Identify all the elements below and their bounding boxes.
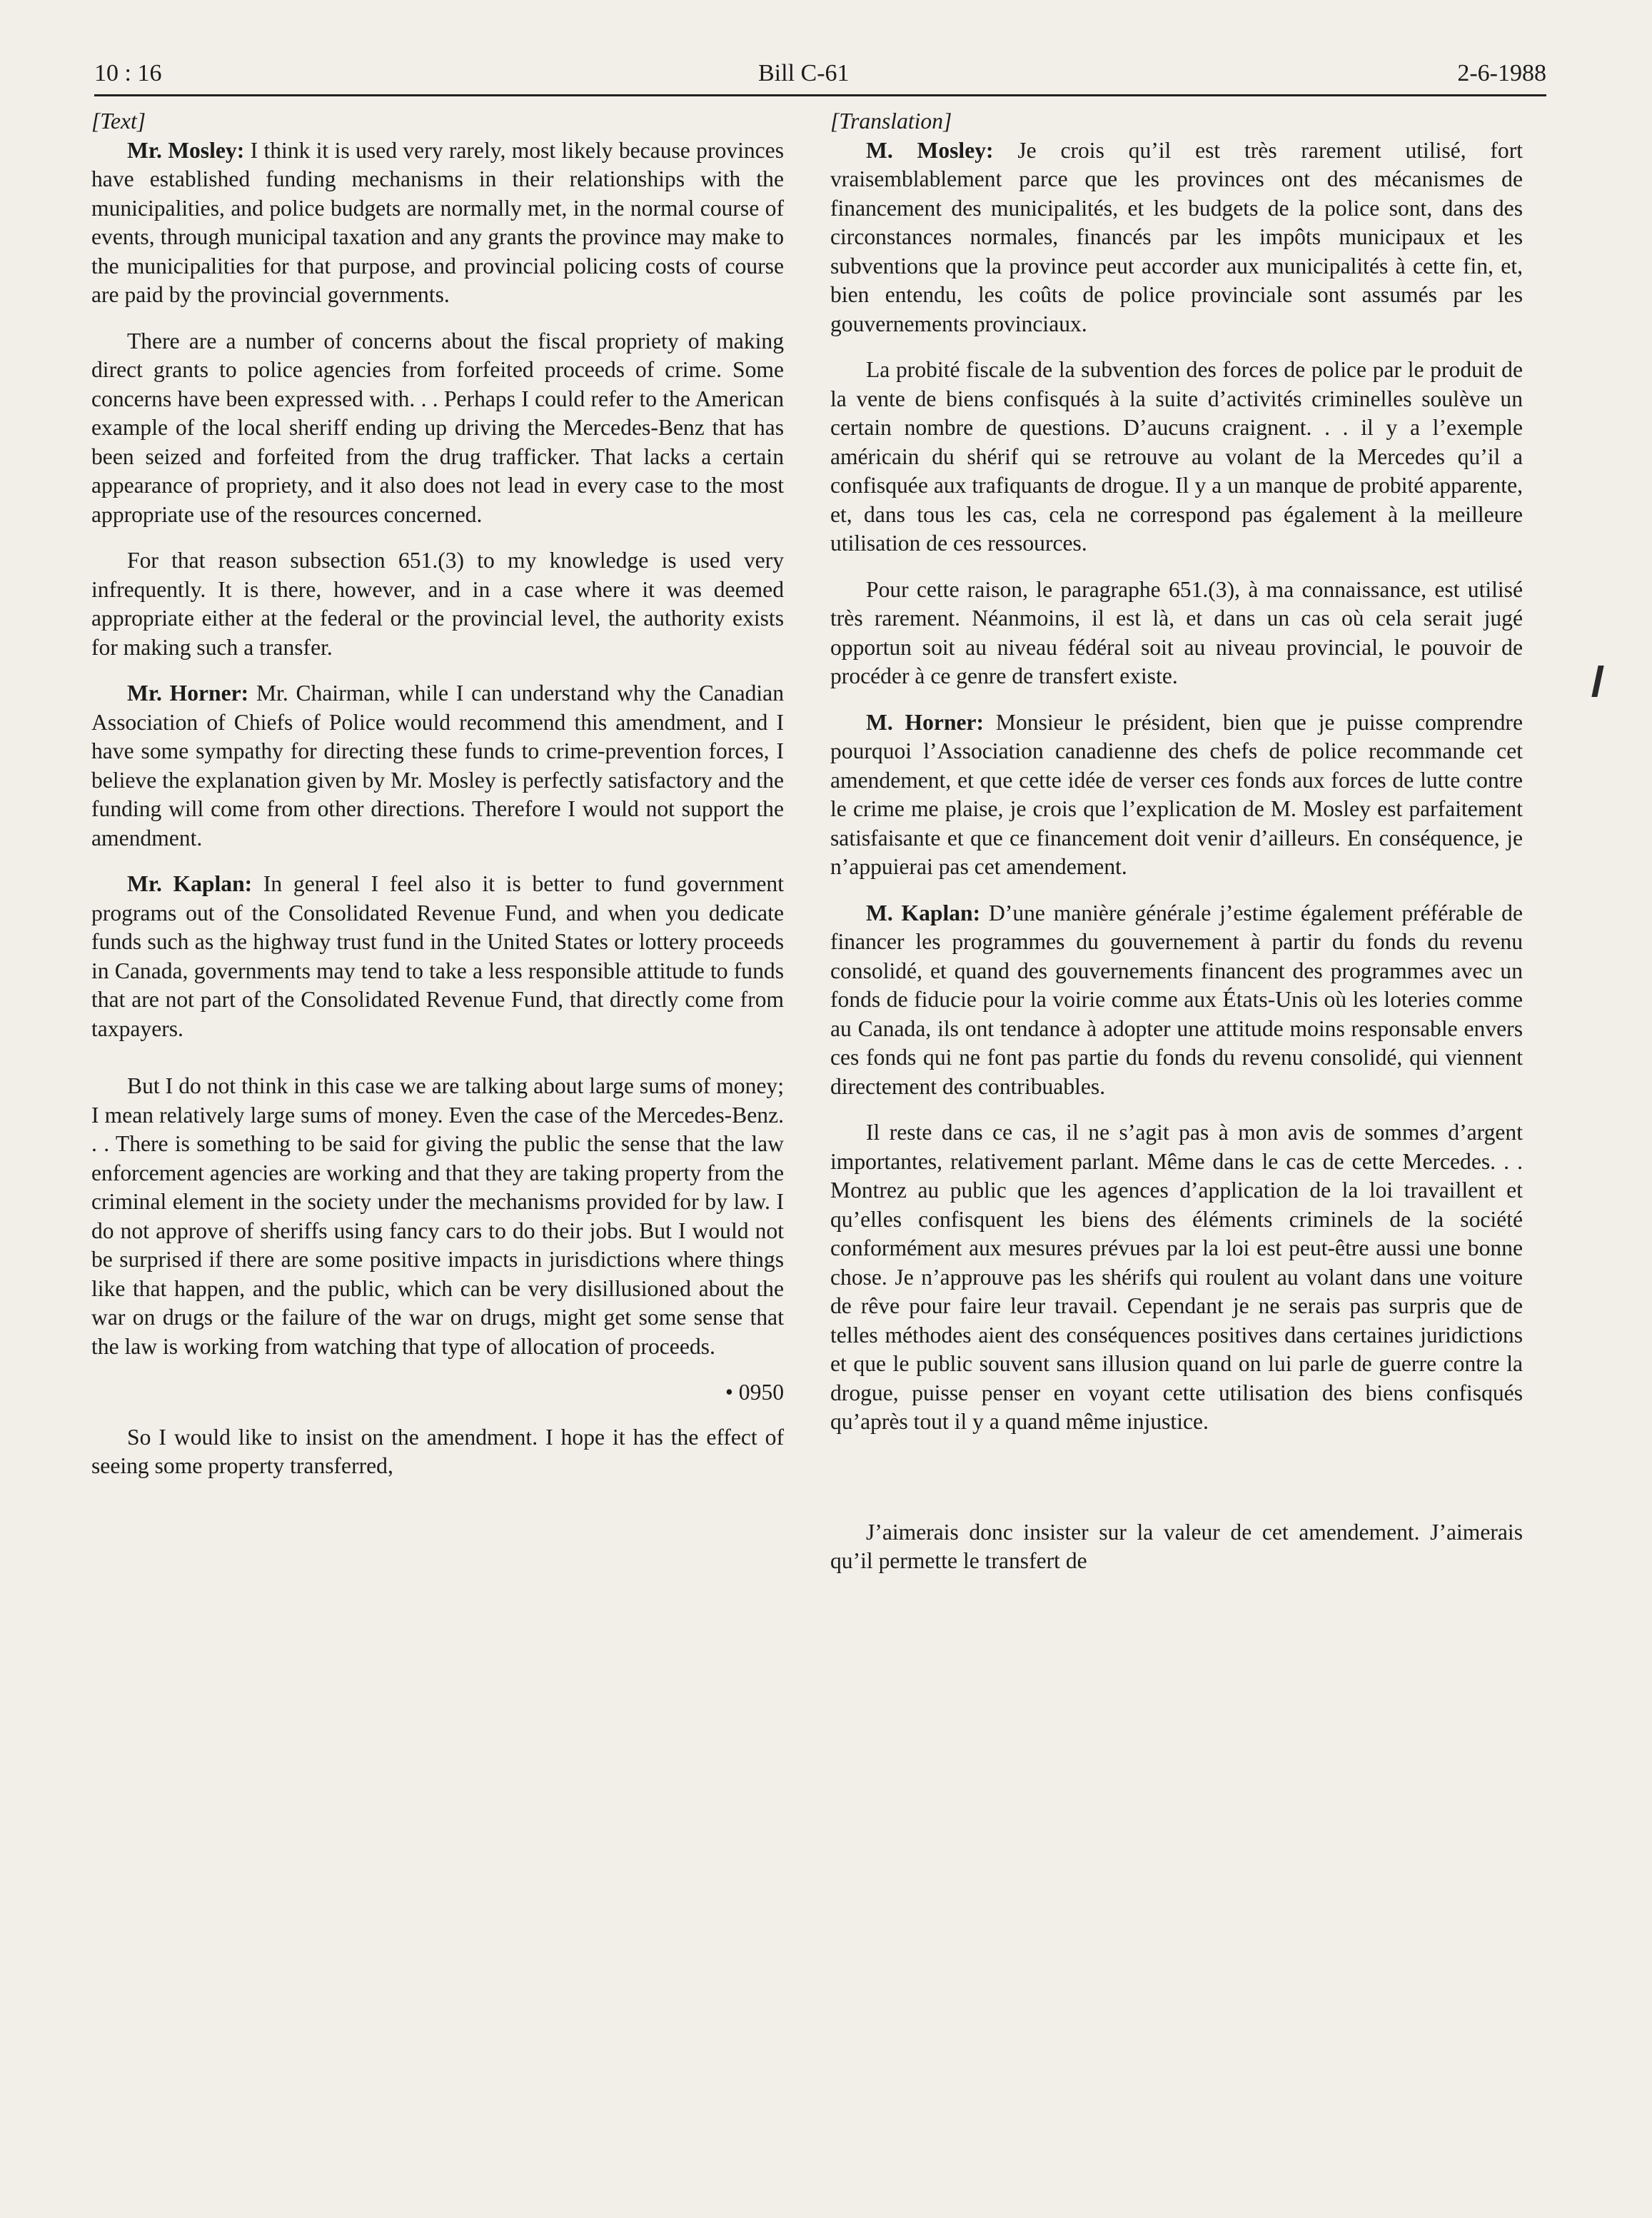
paragraph-probite-fr [830,356,1523,558]
paragraph-text: Pour cette raison, le paragraphe 651.(3), à ma connaissance, est utilisé très rarement. Néanmoins, il est là, et dans un cas où cela serait jugé opportun soit au niveau fédéral soit au niveau provincial, le pouvoir de procéder à ce genre de transfert existe. [830,576,1523,688]
paragraph-horner-en [91,679,784,853]
paragraph-text: Mr. Chairman, while I can understand why the Canadian Association of Chiefs of Police would recommend this amendment, and I have some sympathy for directing these funds to crime-prevention forces, I believe the explanation given by Mr. Mosley is perfectly satisfactory and the funding will come from other directions. Therefore I would not support the amendment. [91,681,785,850]
page-header [94,56,1546,96]
paragraph-text: Il reste dans ce cas, il ne s’agit pas à mon avis de sommes d’argent importantes, relativement parlant. Même dans le cas de cette Mercedes. . . Montrez au public que les agences d’application de la loi travaillent et qu’elles confisquent les biens des éléments criminels de la société conformément aux mesures prévues par la loi est peut-être aussi une bonne chose. Je n’approuve pas les shérifs qui roulent au volant dans une voiture de rêve pour faire leur travail. Cependant je ne serais pas surpris que de telles méthodes aient des conséquences positives dans certaines juridictions et que le public souvent sans illusion quand on lui parle de guerre contre la drogue, puisse penser en voyant cette utilisation des biens confisqués qu’après tout il y a quand même injustice. [830,1120,1523,1434]
text-label: [Text] [91,109,146,134]
paragraph-kaplan-en [91,870,784,1043]
time-marker: • 0950 [725,1380,784,1405]
margin-ink-mark [1591,666,1603,697]
speaker-name: M. Horner: [866,709,984,735]
paragraph-sums-en [91,1072,784,1361]
translation-label: [Translation] [830,109,952,134]
speaker-name: M. Mosley: [866,137,994,163]
paragraph-sommes-fr [830,1118,1523,1437]
paragraph-text: J’aimerais donc insister sur la valeur de cet amendement. J’aimerais qu’il permette le transfert de [830,1519,1523,1573]
paragraph-paragraphe-fr [830,576,1523,691]
paragraph-text: For that reason subsection 651.(3) to my knowledge is used very infrequently. It is there, however, and in a case where it was deemed appropriate either at the federal or the provincial level, the authority exists for making such a transfer. [91,548,784,660]
header-date: 2-6-1988 [1457,60,1546,86]
english-column [91,107,784,1498]
paragraph-text: La probité fiscale de la subvention des forces de police par le produit de la vente de biens confisqués à la suite d’activités criminelles soulève un certain nombre de questions. D’aucuns craignent. . . il y a l’exemple américain du shérif qui se retrouve au volant de la Mercedes qu’il a confisquée aux trafiquants de drogue. Il y a un manque de probité apparente, et, dans tous les cas, cela ne correspond pas également à la meilleure utilisation de ces ressources. [830,357,1523,556]
paragraph-mosley-fr [830,136,1523,339]
paragraph-text: I think it is used very rarely, most likely because provinces have established funding mechanisms in their relationships with the municipalities, and police budgets are normally met, in the normal course of events, through municipal taxation and any grants the province may make to the municipalities for that purpose, and provincial policing costs of course are paid by the provincial governments. [91,137,784,307]
paragraph-horner-fr [830,708,1523,882]
paragraph-subsection-en [91,546,784,662]
speaker-name: Mr. Kaplan: [127,871,253,896]
paragraph-insist-en [91,1423,784,1481]
paragraph-text: But I do not think in this case we are talking about large sums of money; I mean relatively large sums of money. Even the case of the Mercedes-Benz. . . There is something to be said for giving the public the sense that the law enforcement agencies are working and that they are taking property from the criminal element in the society under the mechanisms provided for by law. I do not approve of sheriffs using fancy cars to do their jobs. But I would not be surprised if there are some positive impacts in jurisdictions where things like that happen, and the public, which can be very disillusioned about the war on drugs or the failure of the war on drugs, might get some sense that the law is working from watching that type of allocation of proceeds. [91,1073,784,1359]
bill-title: Bill C-61 [758,60,850,86]
paragraph-text: There are a number of concerns about the fiscal propriety of making direct grants to police agencies from forfeited proceeds of crime. Some concerns have been expressed with. . . Perhaps I could refer to the American example of the local sheriff ending up driving the Mercedes-Benz that has been seized and forfeited from the drug trafficker. That lacks a certain appearance of propriety, and it also does not lead in every case to the most appropriate use of the resources concerned. [91,328,784,527]
paragraph-text: Monsieur le président, bien que je puisse comprendre pourquoi l’Association canadienne des chefs de police recommande cet amendement, et que cette idée de verser ces fonds aux forces de lutte contre le crime me plaise, je crois que l’explication de M. Mosley est parfaitement satisfaisante et que ce financement doit venir d’ailleurs. En conséquence, je n’appuierai pas cet amendement. [830,709,1523,879]
paragraph-text: In general I feel also it is better to fund government programs out of the Consolidated Revenue Fund, and when you dedicate funds such as the highway trust fund in the United States or lottery proceeds in Canada, governments may tend to take a less responsible attitude to funds that are not part of the Consolidated Revenue Fund, that directly come from taxpayers. [91,871,784,1041]
paragraph-text: So I would like to insist on the amendment. I hope it has the effect of seeing some property transferred, [91,1424,784,1478]
french-column [830,107,1523,1593]
paragraph-text: D’une manière générale j’estime également préférable de financer les programmes du gouvernement à partir du fonds du revenu consolidé, et quand des gouvernements financent des programmes avec un fonds de fiducie pour la voirie comme aux États-Unis où les loteries comme au Canada, ils ont tendance à adopter une attitude moins responsable envers ces fonds qui ne font pas partie du fonds du revenu consolidé, qui viennent directement des contribuables. [830,900,1523,1099]
paragraph-concerns-en [91,327,784,530]
speaker-name: Mr. Horner: [127,681,249,706]
speaker-name: M. Kaplan: [866,900,981,925]
paragraph-mosley-en [91,136,784,310]
paragraph-text: Je crois qu’il est très rarement utilisé, fort vraisemblablement parce que les provinces ont des mécanismes de financement des municipalités, et les budgets de la police sont, dans des circonstances normales, financés par les impôts municipaux et les subventions que la province peut accorder aux municipalités à cette fin, et, bien entendu, les coûts de police provinciale sont assumés par les gouvernements provinciaux. [830,137,1523,336]
speaker-name: Mr. Mosley: [127,137,245,163]
paragraph-insister-fr [830,1518,1523,1576]
paragraph-kaplan-fr [830,899,1523,1102]
page-number: 10 : 16 [94,60,162,86]
